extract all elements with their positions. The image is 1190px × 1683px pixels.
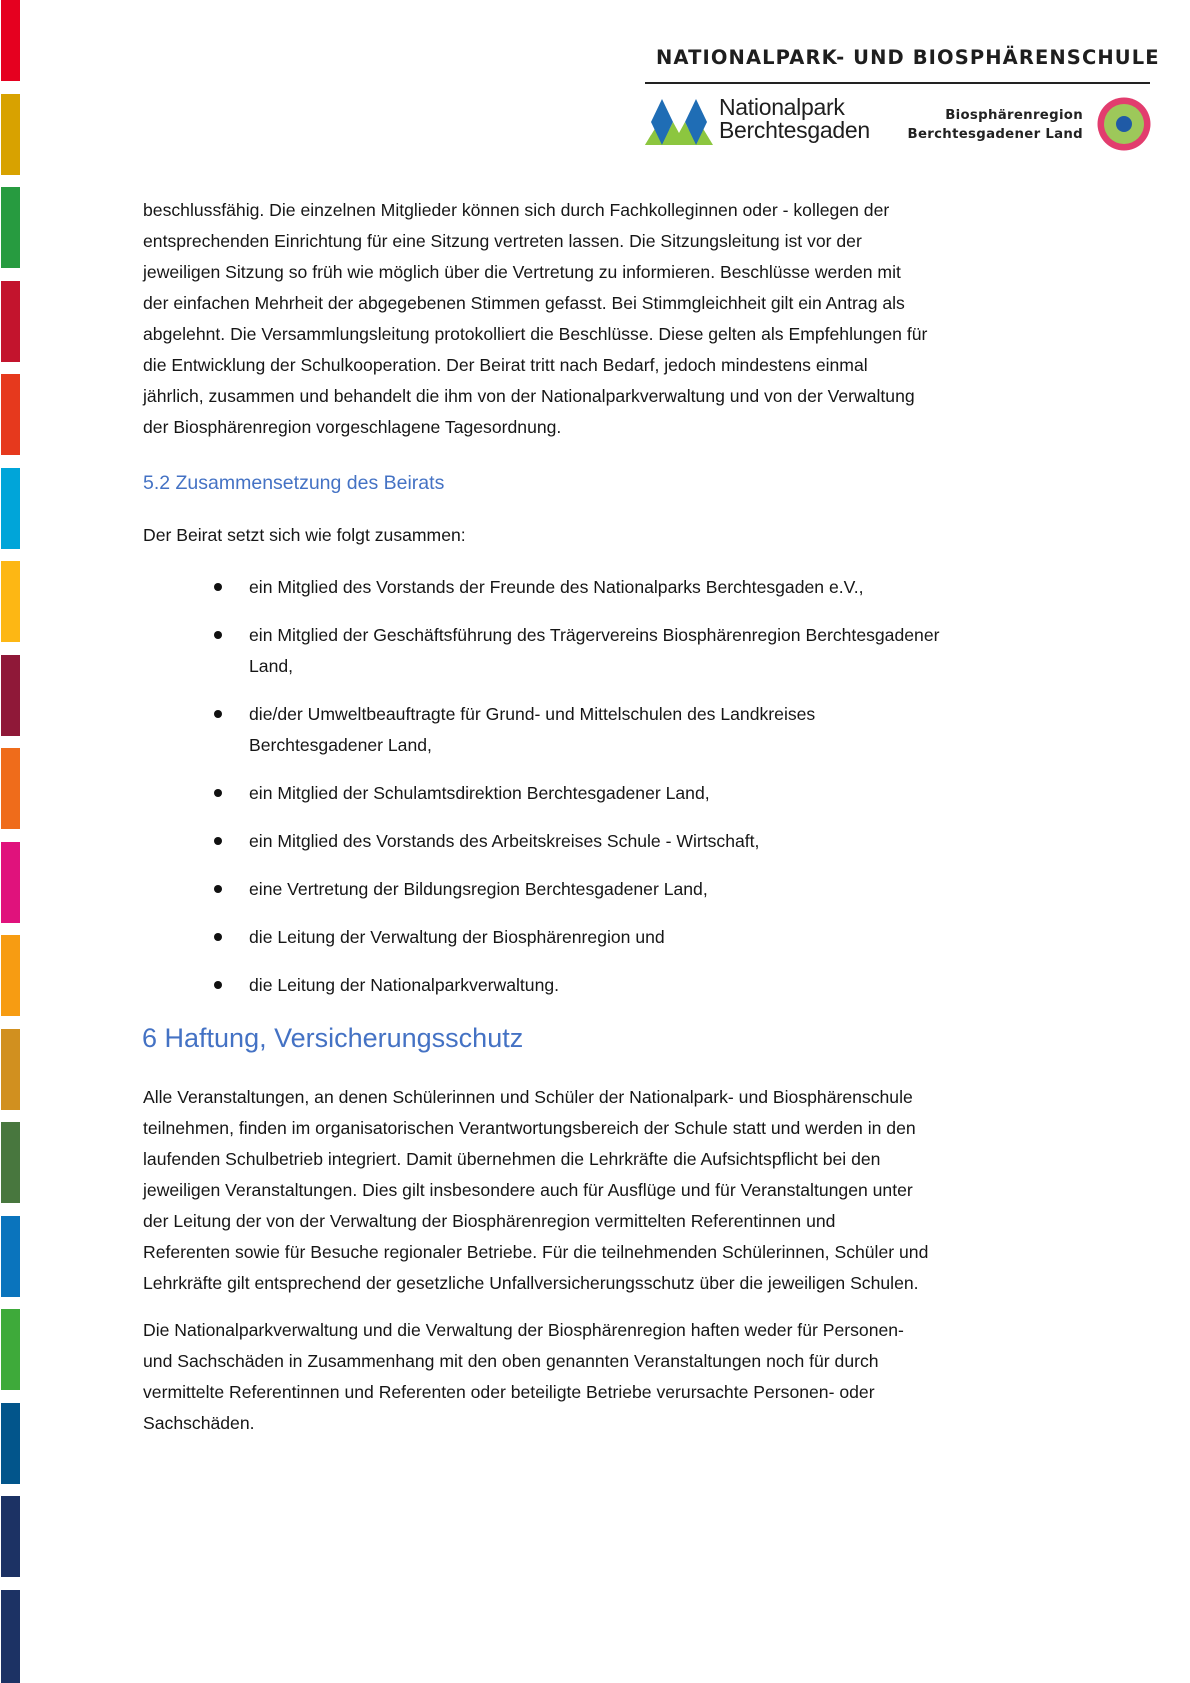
list-item-text: Land, [249,656,294,676]
list-item-text: die Leitung der Verwaltung der Biosphärenregion und [249,927,665,947]
color-bar [1,281,20,362]
text-line: Die Nationalparkverwaltung und die Verwaltung der Biosphärenregion haften weder für Personen- [143,1320,904,1340]
list-item-text: ein Mitglied der Schulamtsdirektion Berchtesgadener Land, [249,783,710,803]
text-line: jeweiligen Sitzung so früh wie möglich über die Vertretung zu informieren. Beschlüsse werden mit [143,262,901,282]
list-intro: Der Beirat setzt sich wie folgt zusammen: [143,525,466,545]
color-bar [1,1029,20,1110]
bullet-icon [214,583,222,591]
bullet-icon [214,885,222,893]
bullet-icon [214,631,222,639]
color-bar [1,1496,20,1577]
text-line: Referenten sowie für Besuche regionaler Betriebe. Für die teilnehmenden Schülerinnen, Schüler und [143,1242,929,1262]
color-bar [1,748,20,829]
color-bar [1,0,20,81]
list-item-text: eine Vertretung der Bildungsregion Berchtesgadener Land, [249,879,708,899]
list-item-text: ein Mitglied des Vorstands der Freunde des Nationalparks Berchtesgaden e.V., [249,577,864,597]
section-heading-6: 6 Haftung, Versicherungsschutz [142,1023,524,1053]
section-heading-5-2: 5.2 Zusammensetzung des Beirats [143,472,445,494]
text-line: vermittelte Referentinnen und Referenten oder beteiligte Betriebe verursachte Personen- oder [143,1382,875,1402]
school-title: NATIONALPARK- UND BIOSPHÄRENSCHULE [656,46,1160,69]
text-line: der Leitung der von der Verwaltung der Biosphärenregion vermittelten Referentinnen und [143,1211,836,1231]
bullet-icon [214,837,222,845]
text-line: jährlich, zusammen und behandelt die ihm von der Nationalparkverwaltung und von der Verwaltung [143,386,915,406]
logo-line-1: Nationalpark [719,94,845,120]
text-line: teilnehmen, finden im organisatorischen Verantwortungsbereich der Schule statt und werden in den [143,1118,916,1138]
text-line: der Biosphärenregion vorgeschlagene Tagesordnung. [143,417,562,437]
list-item-text: Berchtesgadener Land, [249,735,432,755]
color-bar [1,1216,20,1297]
text-line: der einfachen Mehrheit der abgegebenen Stimmen gefasst. Bei Stimmgleichheit gilt ein Antrag als [143,293,905,313]
color-bar [1,1122,20,1203]
text-line: die Entwicklung der Schulkooperation. Der Beirat tritt nach Bedarf, jedoch mindestens einmal [143,355,868,375]
list-item-text: ein Mitglied des Vorstands des Arbeitskreises Schule - Wirtschaft, [249,831,760,851]
text-line: jeweiligen Veranstaltungen. Dies gilt insbesondere auch für Ausflüge und für Veranstaltungen unter [143,1180,913,1200]
header-divider [645,82,1150,84]
text-line: Sachschäden. [143,1413,255,1433]
nationalpark-mountains-icon [645,99,713,145]
text-line: entsprechenden Einrichtung für eine Sitzung vertreten lassen. Die Sitzungsleitung ist vor der [143,231,862,251]
color-bar [1,94,20,175]
logo-line-2: Berchtesgaden [719,117,870,143]
bullet-icon [214,789,222,797]
color-bar [1,468,20,549]
bullet-icon [214,933,222,941]
color-bar [1,187,20,268]
text-line: beschlussfähig. Die einzelnen Mitglieder können sich durch Fachkolleginnen oder - kollegen der [143,200,890,220]
list-item-text: die Leitung der Nationalparkverwaltung. [249,975,560,995]
color-bar [1,1590,20,1683]
color-bar [1,1309,20,1390]
biosphere-logo-text [908,106,1083,144]
text-line: und Sachschäden in Zusammenhang mit den oben genannten Veranstaltungen noch für durch [143,1351,879,1371]
color-bar [1,1403,20,1484]
color-bar [1,561,20,642]
list-item-text: ein Mitglied der Geschäftsführung des Trägervereins Biosphärenregion Berchtesgadener [249,625,940,645]
text-line: laufenden Schulbetrieb integriert. Damit übernehmen die Lehrkräfte die Aufsichtspflicht bei den [143,1149,881,1169]
logo-line-1: Biosphärenregion [945,108,1083,123]
nationalpark-logo-text [719,96,870,142]
text-line: Lehrkräfte gilt entsprechend der gesetzliche Unfallversicherungsschutz über die jeweiligen Schulen. [143,1273,919,1293]
color-bar [1,842,20,923]
list-item-text: die/der Umweltbeauftragte für Grund- und Mittelschulen des Landkreises [249,704,816,724]
color-bar [1,935,20,1016]
color-bar [1,374,20,455]
text-line: Alle Veranstaltungen, an denen Schülerinnen und Schüler der Nationalpark- und Biosphärenschule [143,1087,913,1107]
color-bar [1,655,20,736]
text-line: abgelehnt. Die Versammlungsleitung protokolliert die Beschlüsse. Diese gelten als Empfehlungen für [143,324,928,344]
logo-line-2: Berchtesgadener Land [907,127,1083,142]
bullet-icon [214,710,222,718]
bullet-icon [214,981,222,989]
biosphere-target-icon [1097,97,1151,151]
